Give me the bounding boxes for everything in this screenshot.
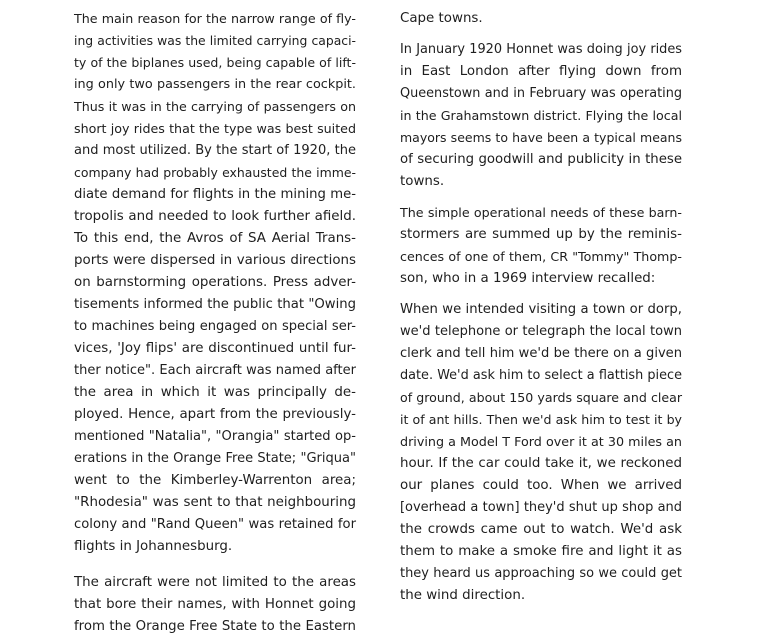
text-line: ing activities was the limited carrying capaci- xyxy=(74,34,356,48)
text-line: colony and "Rand Queen" was retained for xyxy=(74,517,356,532)
text-line: on barnstorming operations. Press adver- xyxy=(74,275,356,290)
text-line: tropolis and needed to look further afield. xyxy=(74,209,356,224)
text-line: vices, 'Joy flips' are discontinued until fur- xyxy=(74,341,356,356)
text-line: our planes could too. When we arrived xyxy=(400,478,682,493)
text-line: mentioned "Natalia", "Orangia" started op- xyxy=(74,429,356,444)
text-line: flights in Johannesburg. xyxy=(74,539,233,554)
text-line: stormers are summed up by the reminis- xyxy=(400,227,682,242)
text-line: son, who in a 1969 interview recalled: xyxy=(400,271,656,286)
text-line: they heard us approaching so we could get xyxy=(400,566,682,581)
text-line: of securing goodwill and publicity in these xyxy=(400,152,682,167)
text-line: short joy rides that the type was best suited xyxy=(74,121,356,136)
text-line: them to make a smoke fire and light it as xyxy=(400,544,682,559)
text-line: mayors seems to have been a typical means xyxy=(400,130,682,145)
text-line: ther notice". Each aircraft was named after xyxy=(74,363,356,378)
text-line: ty of the biplanes used, being capable of lift- xyxy=(74,55,356,70)
text-line: When we intended visiting a town or dorp, xyxy=(400,302,682,317)
text-line: we'd telephone or telegraph the local town xyxy=(400,324,682,339)
text-line: it of ant hills. Then we'd ask him to test it by xyxy=(400,412,682,427)
text-line: in the Grahamstown district. Flying the local xyxy=(400,108,682,123)
text-line: the wind direction. xyxy=(400,588,526,603)
text-line: that bore their names, with Honnet going xyxy=(74,597,356,612)
text-line: hour. If the car could take it, we reckoned xyxy=(400,456,682,471)
text-line: cences of one of them, CR "Tommy" Thomp- xyxy=(400,249,682,264)
text-line: To this end, the Avros of SA Aerial Trans- xyxy=(74,231,356,246)
text-line: tisements informed the public that "Owing xyxy=(74,297,356,312)
text-line: In January 1920 Honnet was doing joy rides xyxy=(400,42,682,57)
text-line: erations in the Orange Free State; "Griqua" xyxy=(74,451,356,466)
text-line: the crowds came out to watch. We'd ask xyxy=(400,522,682,537)
text-line: went to the Kimberley-Warrenton area; xyxy=(74,473,356,488)
text-line: date. We'd ask him to select a flattish piece xyxy=(400,368,682,383)
text-line: towns. xyxy=(400,174,445,189)
text-line: The simple operational needs of these barn- xyxy=(400,205,682,220)
text-line: the area in which it was principally de- xyxy=(74,385,356,400)
text-line: Thus it was in the carrying of passengers on xyxy=(74,99,356,114)
text-line: clerk and tell him we'd be there on a given xyxy=(400,346,682,361)
text-line: driving a Model T Ford over it at 30 miles an xyxy=(400,434,682,449)
text-line: ing only two passengers in the rear cockpit. xyxy=(74,77,356,92)
text-line: ployed. Hence, apart from the previously- xyxy=(74,407,356,422)
text-line: Queenstown and in February was operating xyxy=(400,86,682,101)
text-line: The aircraft were not limited to the areas xyxy=(74,575,356,590)
text-line: The main reason for the narrow range of fly- xyxy=(74,11,356,26)
text-line: and most utilized. By the start of 1920, the xyxy=(74,143,356,158)
text-line: Cape towns. xyxy=(400,11,483,26)
text-line: in East London after flying down from xyxy=(400,64,682,79)
text-line: "Rhodesia" was sent to that neighbouring xyxy=(74,495,356,510)
text-line: company had probably exhausted the imme- xyxy=(74,165,356,180)
text-line: diate demand for flights in the mining me- xyxy=(74,187,356,202)
text-line: ports were dispersed in various directions xyxy=(74,253,356,268)
text-line: of ground, about 150 yards square and clear xyxy=(400,390,682,405)
text-line: [overhead a town] they'd shut up shop and xyxy=(400,500,682,515)
text-line: to machines being engaged on special ser- xyxy=(74,319,356,334)
text-line: from the Orange Free State to the Eastern xyxy=(74,619,356,634)
